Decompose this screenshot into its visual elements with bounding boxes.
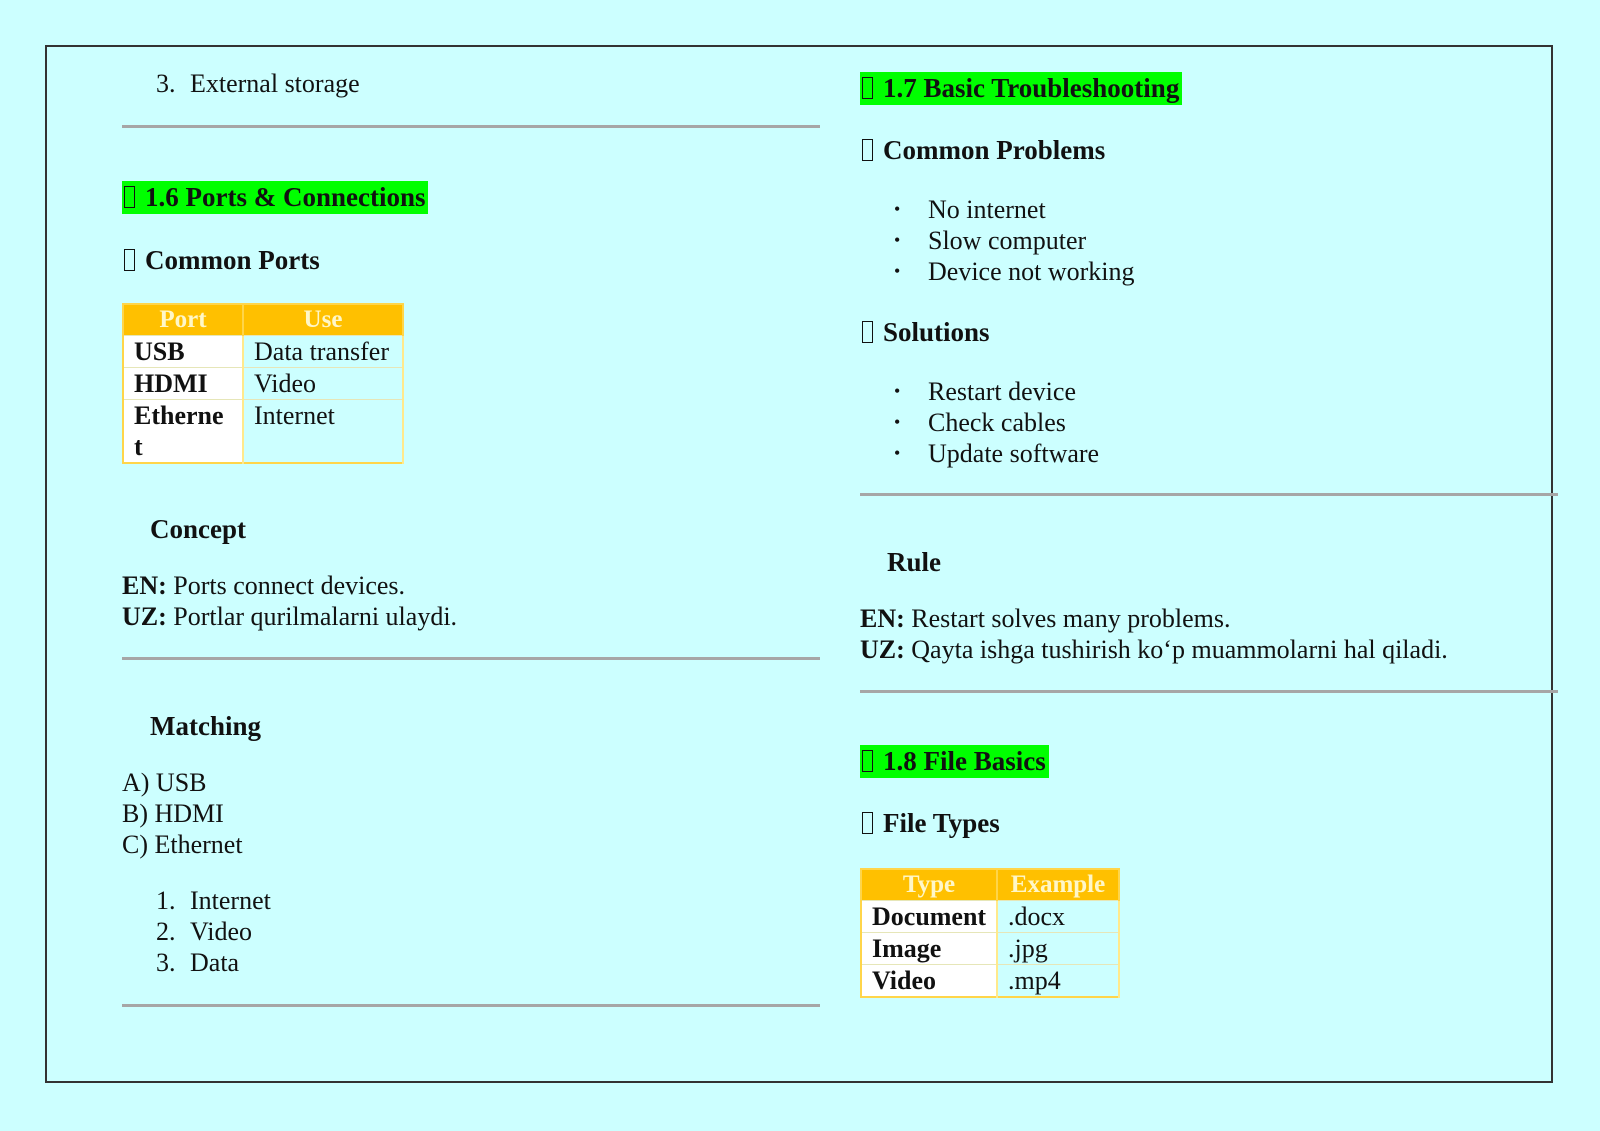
list-item: 3. External storage: [156, 69, 360, 98]
list-item: 1. Internet: [156, 886, 271, 915]
list-item: • Update software: [894, 439, 1100, 468]
rule-en: EN: Restart solves many problems.: [860, 604, 1231, 633]
section-heading-1-8: 1.8 File Basics: [860, 745, 1049, 778]
list-item: • Check cables: [894, 408, 1066, 437]
rule-title: Rule: [887, 547, 941, 577]
bullet-icon: •: [894, 199, 901, 219]
table-row: Image .jpg: [861, 933, 1119, 965]
checkbox-icon: [862, 812, 873, 834]
section-heading-1-6: 1.6 Ports & Connections: [122, 181, 428, 214]
table-header-type: Type: [861, 869, 997, 901]
matching-title: Matching: [150, 711, 261, 741]
divider: [122, 1004, 820, 1007]
table-header-use: Use: [243, 304, 403, 336]
checkbox-icon: [862, 750, 873, 772]
matching-options: [122, 767, 243, 860]
ports-table: [122, 303, 404, 464]
list-item: A) USB: [122, 768, 207, 797]
list-item: C) Ethernet: [122, 830, 243, 859]
table-header-port: Port: [123, 304, 243, 336]
list-item: • No internet: [894, 195, 1046, 224]
list-item: B) HDMI: [122, 799, 224, 828]
table-row: USB Data transfer: [123, 336, 403, 368]
concept-en: EN: Ports connect devices.: [122, 571, 406, 600]
bullet-icon: •: [894, 443, 901, 463]
file-types-table: [860, 868, 1120, 998]
bullet-icon: •: [894, 381, 901, 401]
section-heading-1-7: 1.7 Basic Troubleshooting: [860, 72, 1182, 105]
checkbox-icon: [124, 249, 135, 271]
solutions-list: [894, 376, 1099, 469]
bullet-icon: •: [894, 261, 901, 281]
subheading-file-types: File Types: [862, 807, 1000, 839]
concept-title: Concept: [150, 514, 246, 544]
list-item: • Restart device: [894, 377, 1076, 406]
checkbox-icon: [862, 139, 873, 161]
divider: [860, 690, 1558, 693]
list-item: • Slow computer: [894, 226, 1087, 255]
subheading-common-ports: Common Ports: [124, 244, 320, 276]
table-row: Video .mp4: [861, 965, 1119, 998]
divider: [860, 493, 1558, 496]
subheading-common-problems: Common Problems: [862, 134, 1105, 166]
divider: [122, 125, 820, 128]
divider: [122, 657, 820, 660]
table-row: HDMI Video: [123, 368, 403, 400]
list-item: • Device not working: [894, 257, 1135, 286]
checkbox-icon: [124, 186, 135, 208]
table-row: Etherne t Internet: [123, 400, 403, 464]
bullet-icon: •: [894, 412, 901, 432]
matching-answers: [156, 885, 271, 978]
subheading-solutions: Solutions: [862, 316, 990, 348]
bullet-icon: •: [894, 230, 901, 250]
table-row: Document .docx: [861, 901, 1119, 933]
problems-list: [894, 194, 1135, 287]
list-item: 2. Video: [156, 917, 252, 946]
checkbox-icon: [862, 321, 873, 343]
rule-uz: UZ: Qayta ishga tushirish ko‘p muammolarni hal qiladi.: [860, 635, 1448, 664]
list-item: 3. Data: [156, 948, 240, 977]
table-header-example: Example: [997, 869, 1119, 901]
concept-uz: UZ: Portlar qurilmalarni ulaydi.: [122, 602, 458, 631]
checkbox-icon: [862, 77, 873, 99]
